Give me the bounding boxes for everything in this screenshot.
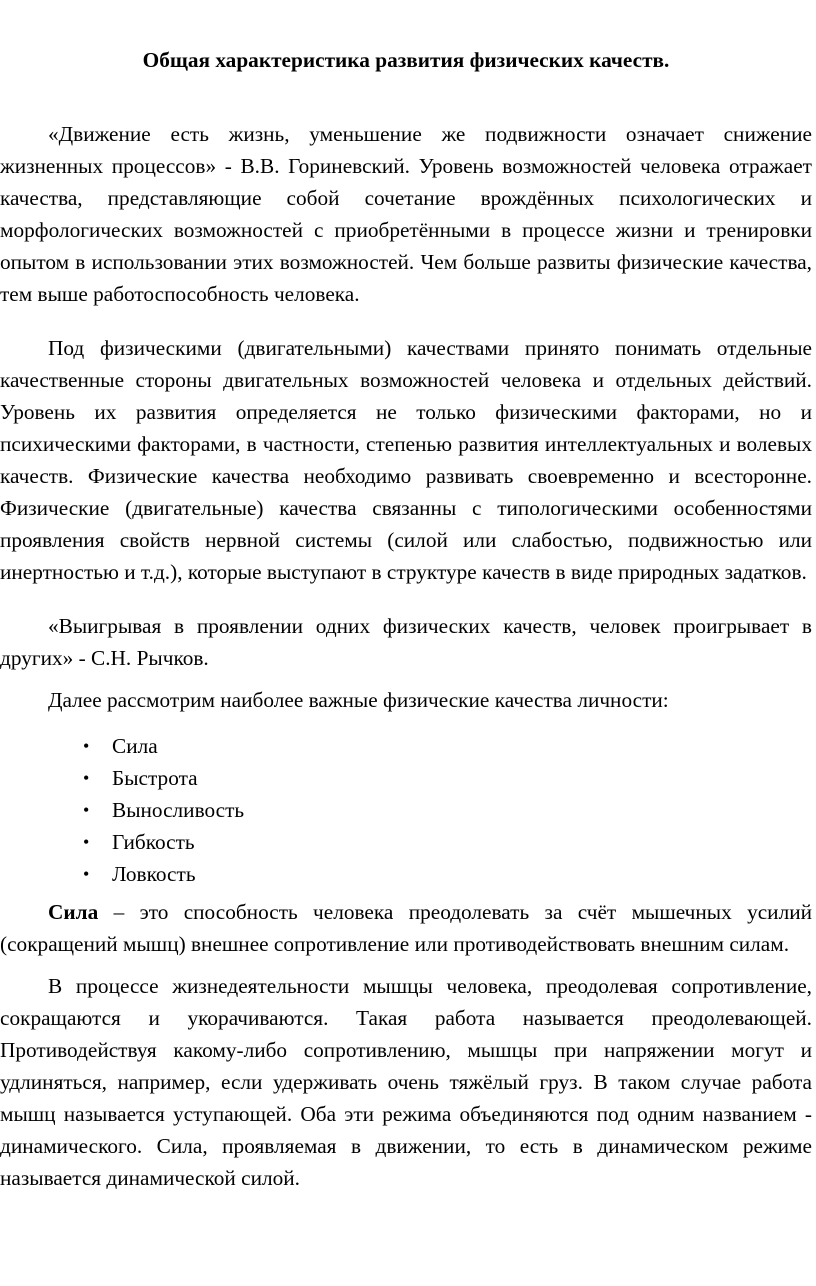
list-item-label: Выносливость [112,798,245,822]
list-item-label: Быстрота [112,766,198,790]
document-title: Общая характеристика развития физических качеств. [142,48,670,72]
paragraph-muscle-work: В процессе жизнедеятельности мышцы человека, преодолевая сопротивление, сокращаются и укорачиваются. Такая работа называется преодолевающей. Противодействуя какому-либо сопротивлению, мышцы при напряжении могут и удлиняться, например, если удерживать очень тяжёлый груз. В таком случае работа мышц называется уступающей. Оба эти режима объединяются под одним названием - динамического. Сила, проявляемая в движении, то есть в динамическом режиме называется динамической силой. [0,974,812,1190]
list-item [0,794,812,826]
paragraph-definition-qualities: Под физическими (двигательными) качествами принято понимать отдельные качественные стороны двигательных возможностей человека и отдельных действий. Уровень их развития определяется не только физическими факторами, но и психическими факторами, в частности, степенью развития интеллектуальных и волевых качеств. Физические качества необходимо развивать своевременно и всесторонне. Физические (двигательные) качества связанны с типологическими особенностями проявления свойств нервной системы (силой или слабостью, подвижностью или инертностью и т.д.), которые выступают в структуре качеств в виде природных задатков. [0,336,812,584]
term-strength: Сила [48,900,99,924]
qualities-list [0,730,812,890]
list-item [0,826,812,858]
definition-text: – это способность человека преодолевать за счёт мышечных усилий (сокращений мышц) внешнее сопротивление или противодействовать внешним силам. [0,900,812,956]
bullet-icon: • [83,800,90,820]
list-item-label: Ловкость [112,862,196,886]
paragraph-quote-rychkov: «Выигрывая в проявлении одних физических качеств, человек проигрывает в других» - С.Н. Рычков. [0,614,812,670]
bullet-icon: • [83,832,90,852]
bullet-icon: • [83,864,90,884]
bullet-icon: • [83,736,90,756]
list-item-label: Гибкость [112,830,195,854]
bullet-icon: • [83,768,90,788]
paragraph-intro: «Движение есть жизнь, уменьшение же подвижности означает снижение жизненных процессов» - В.В. Гориневский. Уровень возможностей человека отражает качества, представляющие собой сочетание врождённых психологических и морфологических возможностей с приобретёнными в процессе жизни и тренировки опытом в использовании этих возможностей. Чем больше развиты физические качества, тем выше работоспособность человека. [0,122,812,306]
list-item-label: Сила [112,734,158,758]
list-item [0,858,812,890]
list-item [0,730,812,762]
paragraph-strength-definition [0,896,812,960]
list-item [0,762,812,794]
paragraph-list-intro: Далее рассмотрим наиболее важные физические качества личности: [48,688,669,712]
